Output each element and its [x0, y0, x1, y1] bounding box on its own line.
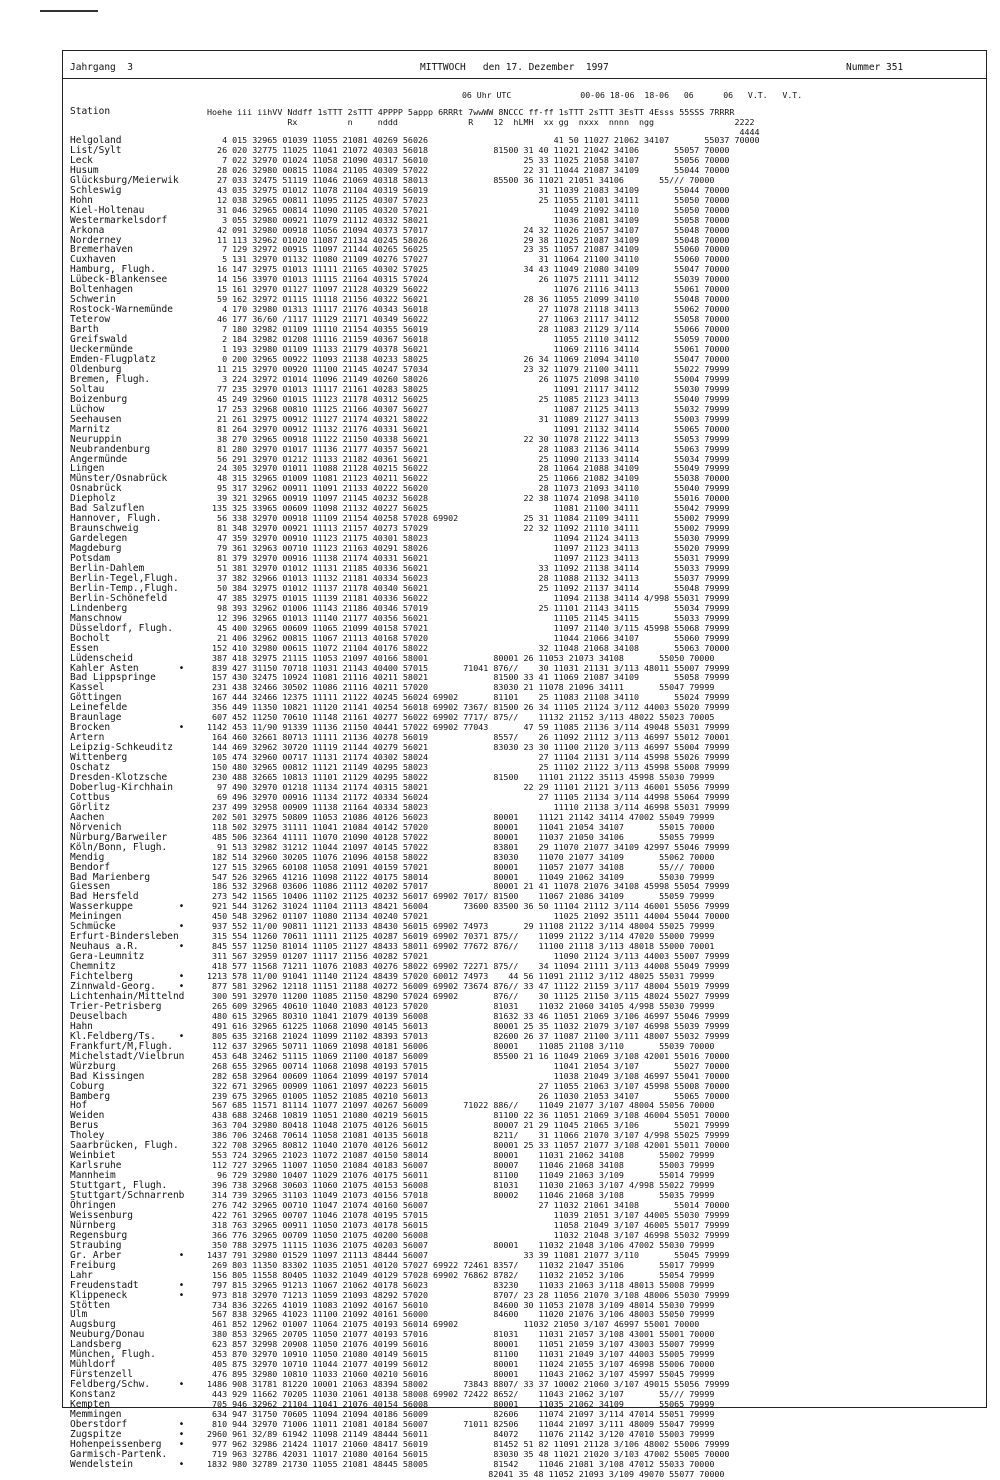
station-data: 607 452 11250 70610 11148 21161 40277 56022 69902 7717/ 875// 11132 21152 3/113 48022 55023 70005	[207, 712, 715, 723]
station-name: Boizenburg	[70, 393, 128, 405]
station-name: Bad Kissingen	[70, 1070, 145, 1082]
station-name: Hohenpeissenberg •	[70, 1438, 185, 1450]
station-name: Wendelstein •	[70, 1458, 185, 1470]
station-name: Schleswig	[70, 184, 122, 196]
station-data: 810 944 32970 71006 11011 21081 40184 56007 71011 82506 11044 21097 3/111 48009 55047 79999	[207, 1418, 715, 1429]
col-header-subcodes: Rx n nddd R 12 hLMH xx gg nxxx nnnn ngg 2222	[207, 117, 755, 127]
station-name: Artern	[70, 732, 105, 744]
station-name: Westermarkelsdorf	[70, 214, 168, 226]
station-data: 47 359 32970 00910 11123 21175 40301 58023 11094 21124 34113 55030 79999	[207, 533, 730, 544]
station-name: Bocholt	[70, 632, 111, 644]
station-name: Soltau	[70, 383, 105, 395]
station-data: 81 280 32970 01017 11136 21177 40357 56021 28 11083 21136 34114 55063 79999	[207, 443, 730, 454]
station-data: 547 526 32965 41216 11098 21122 40175 58014 80001 11049 21062 34109 55030 79999	[207, 871, 715, 882]
station-name: Kahler Asten •	[70, 662, 185, 674]
station-name: Frankfurt/M,Flugh.	[70, 1040, 173, 1052]
station-data: 98 393 32962 01006 11143 21186 40346 57019 25 11101 21143 34115 55034 79999	[207, 602, 730, 613]
station-name: Boltenhagen	[70, 284, 133, 296]
station-data: 152 410 32980 00615 11072 21104 40176 58022 32 11048 21068 34108 55063 70000	[207, 642, 730, 653]
station-name: Essen	[70, 642, 99, 654]
station-data: 157 430 32475 10924 11081 21116 40211 58021 81500 33 41 11069 21087 34109 55058 79999	[207, 672, 730, 683]
station-name: Kassel	[70, 682, 105, 694]
station-data: 453 870 32970 10910 11050 21080 40149 56015 81100 11031 21049 3/107 44003 55005 79999	[207, 1349, 715, 1360]
station-data: 144 469 32962 30720 11119 21144 40279 56021 83030 23 30 11100 21120 3/113 46997 55004 79999	[207, 742, 730, 753]
col-header-subcodes-2: 4444	[207, 127, 760, 137]
station-data: 877 581 32962 12118 11151 21188 40272 56009 69902 73674 876// 33 47 11122 21159 3/117 48004 55019 79999	[207, 981, 730, 992]
station-name: Berlin-Schönefeld	[70, 592, 168, 604]
station-data: 37 382 32966 01013 11132 21181 40334 56023 28 11088 21132 34113 55037 79999	[207, 572, 730, 583]
station-name: Schmücke •	[70, 921, 185, 933]
station-name: Freudenstadt •	[70, 1279, 185, 1291]
station-name: Wittenberg	[70, 752, 128, 764]
station-name: Oberstdorf •	[70, 1418, 185, 1430]
station-data: 14 156 33970 01013 11115 21164 40315 57024 26 11075 21111 34112 55039 70000	[207, 274, 730, 285]
station-name: Freiburg	[70, 1259, 116, 1271]
station-data: 387 418 32975 21115 11053 21097 40166 58001 80001 26 11053 21073 34108 55050 70000	[207, 652, 715, 663]
station-name: Bendorf	[70, 861, 111, 873]
station-data: 797 815 32965 91213 11067 21062 40178 56023 83230 11033 21063 3/118 48013 55008 79999	[207, 1279, 715, 1290]
station-data: 91 513 32982 31212 11044 21097 40145 57022 83801 29 11070 21077 34109 42997 55046 79999	[207, 841, 730, 852]
station-name: Giessen	[70, 881, 111, 893]
station-name: Ulm	[70, 1309, 88, 1321]
station-name: Münster/Osnabrück	[70, 473, 168, 485]
station-name: Neuburg/Donau	[70, 1329, 145, 1341]
station-data: 118 502 32975 31111 11041 21084 40142 57020 80001 11041 21054 34107 55015 70000	[207, 821, 715, 832]
station-data: 805 635 32168 21024 11099 21102 48393 57013 82600 26 37 11087 21100 3/111 48007 55032 79999	[207, 1030, 730, 1041]
station-name: Wasserkuppe •	[70, 901, 185, 913]
station-name: Rostock-Warnemünde	[70, 304, 173, 316]
station-data: 135 325 33965 00609 11098 21132 40227 56025 11081 21100 34111 55042 79999	[207, 503, 730, 514]
station-data: 56 338 32970 00918 11109 21154 40258 57028 69902 25 31 11084 21109 34111 55002 79999	[207, 513, 730, 524]
station-name: Landsberg	[70, 1339, 122, 1351]
station-data: 567 838 32965 41023 11100 21092 40161 56000 84600 11020 21076 3/106 48003 55050 79999	[207, 1309, 715, 1320]
station-name: Konstanz	[70, 1389, 116, 1401]
station-data: 46 177 36/60 /1117 11129 21171 40349 56022 27 11063 21117 34112 55058 70000	[207, 314, 730, 325]
station-data: 3 055 32980 00921 11079 21112 40332 58021 11036 21081 34109 55058 70000	[207, 214, 730, 225]
nummer-label: Nummer 351	[846, 62, 904, 73]
station-name: Schwerin	[70, 294, 116, 306]
station-data: 97 490 32970 01218 11134 21174 40315 58021 22 29 11101 21121 3/113 46001 55056 79999	[207, 781, 730, 792]
station-name: Magdeburg	[70, 543, 122, 555]
station-data: 453 648 32462 51115 11069 21100 40187 56009 85500 21 16 11049 21069 3/108 42001 55016 70000	[207, 1050, 730, 1061]
station-data: 282 658 32964 00609 11064 21099 40197 57014 11038 21049 3/108 46997 55041 70000	[207, 1070, 730, 1081]
station-data: 24 305 32970 01011 11088 21128 40215 56022 28 11064 21088 34109 55049 79999	[207, 463, 730, 474]
station-name: Osnabrück	[70, 483, 122, 495]
station-data: 1 193 32980 01109 11133 21179 40378 56021 11069 21116 34114 55061 70000	[207, 344, 730, 355]
corner-mark	[40, 10, 98, 12]
station-data: 734 836 32265 41019 11083 21092 40167 56010 84600 30 11053 21078 3/109 48014 55030 79999	[207, 1299, 715, 1310]
station-data: 7 129 32972 00915 11097 21144 40265 56025 23 35 11057 21087 34109 55060 70000	[207, 244, 730, 255]
station-data: 380 853 32965 20705 11050 21077 40193 57016 81031 11031 21057 3/108 43001 55001 70000	[207, 1329, 715, 1340]
station-name: Bamberg	[70, 1090, 111, 1102]
station-name: Lichtenhain/Mittelnd	[70, 990, 185, 1002]
station-data: 314 739 32965 31103 11049 21073 40156 57018 80002 11046 21068 3/108 55035 79999	[207, 1190, 715, 1201]
station-name: Michelstadt/Vielbrun	[70, 1050, 185, 1062]
jahrgang-label: Jahrgang 3	[70, 62, 133, 73]
station-name: Neubrandenburg	[70, 443, 151, 455]
station-name: Kiel-Holtenau	[70, 204, 145, 216]
station-data: 315 554 11260 70611 11111 21125 40287 56019 69902 70371 875// 11099 21122 3/114 47020 55000 79999	[207, 931, 715, 942]
station-data: 112 727 32965 11007 11050 21084 40183 56007 80007 11046 21068 34108 55003 79999	[207, 1160, 715, 1171]
station-data: 2960 961 32/89 61942 11098 21149 48444 56011 84072 11076 21142 3/120 47010 55003 79999	[207, 1428, 715, 1439]
station-data: 265 609 32965 40610 11040 21083 40123 57020 81031 11032 21060 34105 4/998 55030 79999	[207, 1000, 715, 1011]
station-name: Norderney	[70, 234, 122, 246]
station-data: 396 738 32968 30603 11060 21075 40153 56008 81031 11030 21063 3/107 4/998 55022 79999	[207, 1180, 715, 1191]
station-data: 56 291 32970 01212 11133 21182 40361 56021 25 11090 21133 34114 55034 79999	[207, 453, 730, 464]
station-data: 356 449 11350 10821 11120 21141 40254 56018 69902 7367/ 81500 26 34 11105 21124 3/112 44003 55020 79999	[207, 702, 730, 713]
station-data: 81 264 32970 00912 11132 21176 40331 56021 11091 21132 34114 55065 70000	[207, 423, 730, 434]
station-data: 12 396 32965 01013 11140 21177 40356 56021 11105 21145 34115 55033 79999	[207, 612, 730, 623]
station-data: 167 444 32466 12375 11111 21122 40245 56024 69902 81101 25 11083 21108 34110 55024 79999	[207, 692, 730, 703]
station-data: 567 685 11571 81114 11077 21097 40267 56009 71022 886// 11049 21077 3/107 48004 55056 70000	[207, 1100, 715, 1111]
station-data: 21 261 32975 00912 11127 21174 40321 58022 31 11089 21127 34113 55003 79999	[207, 413, 730, 424]
station-data: 5 131 32970 01132 11080 21109 40276 57027 31 11064 21100 34110 55060 70000	[207, 254, 730, 265]
station-data: 38 270 32965 00918 11122 21150 40338 56021 22 30 11078 21122 34113 55053 79999	[207, 433, 730, 444]
station-name: Zinnwald-Georg. •	[70, 981, 185, 993]
station-data: 921 544 31262 31024 11104 21113 48421 56004 73600 83500 36 50 11104 21112 3/114 46001 55056 79999	[207, 901, 730, 912]
data-column	[207, 136, 760, 1480]
station-data: 268 655 32965 00714 11068 21098 40193 57015 11041 21054 3/107 55027 70000	[207, 1060, 730, 1071]
station-data: 443 929 11662 70205 11030 21061 40138 58008 69902 72422 8652/ 11043 21062 3/107 55/// 79999	[207, 1389, 715, 1400]
station-data: 719 963 32786 42031 11017 21080 40164 56015 83030 35 48 11021 21020 3/103 47002 55005 70000	[207, 1448, 730, 1459]
station-name: Görlitz	[70, 801, 111, 813]
station-column	[70, 136, 184, 1480]
station-data: 977 962 32986 21424 11017 21060 48417 56019 81452 51 82 11091 21128 3/106 48002 55006 79999	[207, 1438, 730, 1449]
station-name: Mühldorf	[70, 1359, 116, 1371]
station-name: Glücksburg/Meierwik	[70, 174, 179, 186]
station-data: 237 499 32958 00909 11138 21164 40334 58023 11110 21138 3/114 46998 55031 79999	[207, 801, 730, 812]
station-data: 96 729 32980 10407 11029 21076 40175 56011 81100 11049 21063 3/109 55014 79999	[207, 1170, 715, 1181]
station-data: 3 224 32972 01014 11096 21149 40260 58026 26 11075 21098 34110 55004 79999	[207, 373, 730, 384]
station-name: Feldberg/Schw. •	[70, 1379, 185, 1391]
station-name: Kl.Feldberg/Ts. •	[70, 1030, 185, 1042]
station-name: Saarbrücken, Flugh.	[70, 1140, 179, 1152]
station-data: 845 557 11250 81014 11105 21127 48433 58011 69902 77672 876// 11100 21118 3/113 48018 55000 70001	[207, 941, 715, 952]
station-name: Oldenburg	[70, 363, 122, 375]
station-name: Memmingen	[70, 1409, 122, 1420]
station-data: 127 515 32965 60108 11058 21091 40159 57021 80001 11057 21077 34108 55/// 70000	[207, 861, 715, 872]
station-data: 1213 578 11/00 91041 11140 21124 48439 57020 60012 74973 44 56 11091 21112 3/112 48025 55031 79999	[207, 971, 715, 982]
station-data: 422 761 32965 00707 11046 21078 40195 57015 11039 21051 3/107 44005 55030 79999	[207, 1209, 730, 1220]
station-name: Nürnberg	[70, 1219, 116, 1231]
station-name	[70, 1470, 184, 1480]
station-name: Stuttgart/Schnarrenb	[70, 1190, 185, 1202]
station-data: 839 427 31150 70718 11031 21143 40400 57015 71041 876// 30 11031 21131 3/113 48011 55007 79999	[207, 662, 730, 673]
station-name: Lingen	[70, 463, 105, 475]
station-name: Berus	[70, 1120, 99, 1132]
station-name: Barth	[70, 324, 99, 336]
station-name: München, Flugh.	[70, 1349, 156, 1361]
station-data: 17 253 32968 00810 11125 21166 40307 56027 11087 21125 34113 55032 79999	[207, 403, 730, 414]
station-name: Trier-Petrisberg	[70, 1000, 162, 1012]
station-name: Köln/Bonn, Flugh.	[70, 841, 168, 853]
station-name: Lüdenscheid	[70, 652, 133, 664]
station-name: Hamburg, Flugh.	[70, 264, 156, 276]
station-data: 31 046 32965 00814 11090 21105 40320 57021 11049 21092 34110 55050 70000	[207, 204, 730, 215]
station-data: 43 035 32975 01012 11078 21104 40319 56019 31 11039 21083 34109 55044 70000	[207, 184, 730, 195]
station-name: Hof	[70, 1100, 88, 1112]
station-data: 11 215 32970 00920 11100 21145 40247 57034 23 32 11079 21100 34111 55022 79999	[207, 363, 730, 374]
station-data: 269 803 11350 83302 11035 21051 40120 57027 69922 72461 8357/ 11032 21047 35106 55017 79999	[207, 1259, 715, 1270]
station-data: 239 675 32965 01005 11052 21085 40210 56013 26 11030 21053 34107 55065 70000	[207, 1090, 730, 1101]
station-data: 491 616 32965 61225 11068 21090 40145 56013 80001 25 35 11032 21079 3/107 46998 55039 79999	[207, 1020, 730, 1031]
station-name: Cuxhaven	[70, 254, 116, 266]
station-data: 51 381 32970 01012 11131 21185 40336 56021 33 11092 21138 34114 55033 79999	[207, 562, 730, 573]
station-name: Mannheim	[70, 1170, 116, 1182]
station-data: 276 742 32965 00710 11047 21074 40160 56007 27 11032 21061 34108 55014 70000	[207, 1199, 730, 1210]
station-data: 82041 35 48 11052 21093 3/109 49070 55077 70000	[207, 1468, 725, 1479]
station-name: Düsseldorf, Flugh.	[70, 622, 173, 634]
station-data: 485 506 32364 41111 11070 21090 40128 57022 80001 11037 21050 34106 55055 79999	[207, 831, 715, 842]
station-name: Potsdam	[70, 553, 111, 565]
station-name: Marnitz	[70, 423, 111, 435]
station-data: 363 704 32980 80418 11048 21075 40126 56015 80007 21 29 11045 21065 3/106 55021 79999	[207, 1120, 730, 1131]
station-name: Bad Salzuflen	[70, 503, 145, 515]
station-data: 623 857 32998 20908 11050 21076 40199 56016 80001 11051 21059 3/107 43003 55007 79999	[207, 1339, 715, 1350]
station-name: Meiningen	[70, 911, 122, 923]
station-data: 45 249 32960 01015 11123 21178 40312 56025 25 11085 21123 34113 55040 79999	[207, 393, 730, 404]
station-name: Regensburg	[70, 1229, 128, 1241]
station-name: Coburg	[70, 1080, 105, 1092]
station-name: Dresden-Klotzsche	[70, 772, 168, 783]
station-name: Leinefelde	[70, 702, 128, 714]
station-data: 182 514 32960 30205 11076 21096 40158 58022 83030 11070 21077 34109 55062 70000	[207, 851, 715, 862]
station-data: 4 170 32980 01313 11117 21176 40343 56018 27 11078 21118 34113 55062 70000	[207, 304, 730, 315]
station-name: Bad Hersfeld	[70, 891, 139, 903]
station-data: 1486 908 31781 81220 10001 21063 48394 58002 73843 8807/ 33 37 10002 21060 3/107 49015 55056 79999	[207, 1379, 730, 1390]
station-data: 202 501 32975 50809 11053 21086 40126 56023 80001 11121 21142 34114 47002 55049 79999	[207, 811, 715, 822]
station-data: 77 235 32970 01013 11117 21161 40283 58025 11091 21117 34112 55030 79999	[207, 383, 730, 394]
station-data: 28 026 32980 00815 11084 21105 40309 57022 22 31 11044 21087 34109 55044 70000	[207, 164, 730, 175]
station-name: Braunlage	[70, 712, 122, 724]
station-name: Berlin-Dahlem	[70, 562, 145, 574]
station-name: Fürstenzell	[70, 1369, 133, 1381]
station-data: 438 688 32468 10819 11051 21080 40219 56015 81100 22 36 11051 21069 3/108 46004 55051 70000	[207, 1110, 730, 1121]
station-data: 7 022 32970 01024 11058 21090 40317 56010 25 33 11025 21058 34107 55056 70000	[207, 154, 730, 165]
station-name: Berlin-Tegel,Flugh.	[70, 572, 179, 584]
station-data: 69 496 32970 00916 11134 21172 40334 56024 27 11105 21134 3/114 44998 55064 79999	[207, 791, 730, 802]
station-data: 186 532 32968 03606 11086 21112 40202 57017 80001 21 41 11078 21076 34108 45998 55054 79999	[207, 881, 730, 892]
station-name: Augsburg	[70, 1319, 116, 1331]
station-data: 634 947 31750 70605 11094 21094 40186 56009 82606 11074 21097 3/114 47014 55051 79999	[207, 1409, 715, 1419]
station-name: Lübeck-Blankensee	[70, 274, 168, 286]
station-data: 273 542 11565 10406 11102 21125 40232 56017 69902 7017/ 81500 11067 21086 34109 55059 79999	[207, 891, 715, 902]
station-data: 973 818 32970 71213 11059 21093 48292 57020 8707/ 23 28 11056 21070 3/108 48006 55030 79999	[207, 1289, 730, 1300]
station-name: Tholey	[70, 1130, 105, 1142]
station-name: Fichtelberg •	[70, 971, 185, 983]
station-name: Straubing	[70, 1239, 122, 1251]
station-name: Weissenburg	[70, 1209, 133, 1221]
station-name: Hahn	[70, 1020, 93, 1032]
station-name: Greifswald	[70, 334, 128, 346]
station-data: 81 348 32970 00921 11113 21157 40273 57029 22 32 11092 21110 34111 55002 79999	[207, 523, 730, 534]
station-data: 311 567 32959 01207 11117 21156 40282 57021 11090 21124 3/113 44003 55007 79999	[207, 951, 730, 962]
station-data: 0 200 32965 00922 11093 21138 40233 58025 26 34 11069 21094 34110 55047 70000	[207, 353, 730, 364]
station-name: Garmisch-Partenk.	[70, 1448, 168, 1460]
station-data: 48 315 32965 01009 11081 21123 40211 56022 25 11066 21082 34109 55038 70000	[207, 473, 730, 484]
station-name: Neuhaus a.R. •	[70, 941, 185, 953]
station-name: Seehausen	[70, 413, 122, 425]
station-name: Würzburg	[70, 1060, 116, 1072]
station-data: 150 480 32965 00812 11121 21149 40295 58023 25 11102 21122 3/113 45998 55008 79999	[207, 762, 730, 773]
station-name: Ueckermünde	[70, 344, 133, 356]
station-data: 45 400 32965 00609 11065 21099 40158 57021 11097 21140 3/115 45998 55068 79999	[207, 622, 730, 633]
station-data: 300 591 32970 11200 11085 21150 48290 57024 69902 876// 30 11125 21150 3/115 48024 55027 79999	[207, 990, 730, 1001]
station-name: Braunschweig	[70, 523, 139, 535]
station-name: Brocken •	[70, 722, 185, 734]
col-header-station: Station	[70, 106, 111, 117]
station-data: 318 763 32965 00911 11050 21073 40178 56015 11058 21049 3/107 46005 55017 79999	[207, 1219, 730, 1230]
station-name: Bad Lippspringe	[70, 672, 156, 684]
station-name: Oschatz	[70, 762, 111, 774]
station-name: Diepholz	[70, 493, 116, 505]
station-data: 7 180 32982 01109 11110 21154 40355 56019 28 11083 21129 3/114 55066 70000	[207, 324, 730, 335]
station-data: 366 776 32965 00709 11050 21075 40200 56008 11032 21048 3/107 46998 55032 79999	[207, 1229, 730, 1240]
station-data: 405 875 32970 10710 11044 21077 40199 56012 80001 11024 21055 3/107 46998 55006 70000	[207, 1359, 715, 1370]
header-rule	[62, 78, 987, 79]
station-name: Leipzig-Schkeuditz	[70, 742, 173, 754]
station-data: 39 321 32965 00919 11097 21145 40232 56028 22 38 11074 21098 34110 55016 70000	[207, 493, 730, 504]
station-name: Klippeneck •	[70, 1289, 185, 1301]
station-data: 16 147 32975 01013 11111 21165 40302 57025 34 43 11049 21080 34109 55047 70000	[207, 264, 730, 275]
station-data: 480 615 32965 80310 11041 21079 40139 56008 81632 33 46 11051 21069 3/106 46997 55046 79999	[207, 1010, 730, 1021]
station-name: Cottbus	[70, 791, 111, 803]
station-name: Hohn	[70, 194, 93, 206]
station-data: 95 317 32962 00911 11091 21133 40222 56020 28 11073 21093 34110 55040 79999	[207, 483, 730, 494]
station-name: Lüchow	[70, 403, 105, 415]
station-name: Gr. Arber •	[70, 1249, 185, 1261]
station-data: 26 020 32775 11025 11041 21072 40303 56018 81500 31 40 11021 21042 34106 55057 70000	[207, 144, 730, 155]
station-name: Angermünde	[70, 453, 128, 465]
station-data: 27 033 32475 51119 11046 21069 40318 58013 85500 36 11021 21051 34106 55/// 70000	[207, 174, 715, 185]
station-name: Teterow	[70, 314, 111, 326]
station-name: Zugspitze •	[70, 1428, 185, 1440]
station-data: 1437 791 32980 01529 11097 21113 48444 56007 33 39 11081 21077 3/110 55045 79999	[207, 1249, 730, 1260]
station-name: Nörvenich	[70, 821, 122, 833]
station-name: Öhringen	[70, 1199, 116, 1211]
station-name: Erfurt-Bindersleben	[70, 931, 179, 943]
station-name: Berlin-Temp.,Flugh.	[70, 582, 179, 594]
station-data: 156 805 11558 80405 11032 21049 40129 57028 69902 76862 8782/ 11032 21052 3/106 55054 79999	[207, 1269, 715, 1280]
station-data: 11 113 32962 01020 11087 21134 40245 58026 29 38 11025 21087 34109 55048 70000	[207, 234, 730, 245]
station-data: 937 552 11/00 90811 11121 21133 48430 56015 69902 74973 29 11108 21122 3/114 48004 55025 79999	[207, 921, 715, 932]
station-name: Neuruppin	[70, 433, 122, 445]
station-data: 553 724 32965 21023 11072 21087 40150 58014 80001 11031 21062 34108 55002 79999	[207, 1150, 715, 1161]
station-name: Helgoland	[70, 135, 122, 146]
station-data: 164 460 32661 80713 11111 21136 40278 56019 8557/ 26 11092 21112 3/113 46997 55012 70001	[207, 732, 730, 743]
station-name: Arkona	[70, 224, 105, 236]
station-data: 47 385 32975 01015 11139 21181 40336 56022 11094 21138 34114 4/998 55031 79999	[207, 592, 730, 603]
station-name: Gera-Leumnitz	[70, 951, 145, 963]
station-name: Kempten	[70, 1399, 111, 1411]
station-data: 231 438 32466 30502 11086 21116 40211 57020 83030 21 11078 21096 34111 55047 79999	[207, 682, 715, 693]
station-data: 112 637 32965 50711 11069 21098 40181 56006 80001 11085 21108 3/110 55039 70000	[207, 1040, 715, 1051]
station-data: 15 161 32970 01127 11097 21128 40329 56022 11076 21116 34113 55061 70000	[207, 284, 730, 295]
station-data: 418 577 11568 71211 11076 21083 40276 58022 69902 72271 875// 34 11094 21111 3/113 44008 55049 79999	[207, 961, 730, 972]
station-name: Gardelegen	[70, 533, 128, 545]
station-data: 1142 453 11/90 91339 11136 21150 40441 57022 69902 77043 47 59 11085 21136 3/114 49048 55031 79999	[207, 722, 730, 733]
station-data: 230 488 32665 10813 11101 21129 40295 58022 81500 11101 21122 35113 45998 55030 79999	[207, 772, 715, 782]
station-name: Göttingen	[70, 692, 122, 704]
station-name: Mendig	[70, 851, 105, 863]
station-name: Weinbiet	[70, 1150, 116, 1162]
station-data: 2 184 32982 01208 11116 21159 40367 56018 11055 21110 34112 55059 70000	[207, 334, 730, 345]
station-name: Bremen, Flugh.	[70, 373, 151, 385]
station-name: Karlsruhe	[70, 1160, 122, 1172]
col-header-codes: Hoehe iii iihVV Nddff 1sTTT 2sTTT 4PPPP 5appp 6RRRt 7wwWW 8NCCC ff-ff 1sTTT 2sTTT 3EsTT 4Esss 55SSS 7RRRR	[207, 107, 735, 117]
station-data: 322 708 32965 80812 11040 21070 40126 56012 80001 25 33 11057 21077 3/108 42001 55011 70000	[207, 1140, 730, 1151]
station-data: 386 706 32468 70614 11058 21081 40135 56018 8211/ 31 11066 21070 3/107 4/998 55025 79999	[207, 1130, 730, 1141]
station-name: Nürburg/Barweiler	[70, 831, 168, 843]
station-data: 322 671 32965 00909 11061 21097 40223 56015 27 11055 21063 3/107 45998 55008 70000	[207, 1080, 730, 1091]
station-data: 450 548 32962 01107 11080 21134 40240 57021 11025 21092 35111 44004 55044 70000	[207, 911, 730, 922]
station-name: Bremerhaven	[70, 244, 133, 256]
col-header-line1: 06 Uhr UTC 00-06 18-06 18-06 06 06 V.T. V.T.	[462, 90, 803, 100]
station-data: 105 474 32960 00717 11131 21174 40302 58024 27 11104 21131 3/114 45998 55026 79999	[207, 752, 730, 763]
station-name: Chemnitz	[70, 961, 116, 973]
station-name: Doberlug-Kirchhain	[70, 781, 173, 793]
station-name: Lindenberg	[70, 602, 128, 614]
station-name: List/Sylt	[70, 144, 122, 156]
station-data: 1832 980 32789 21730 11055 21081 48445 58005 81542 11046 21081 3/108 47012 55033 70000	[207, 1458, 715, 1469]
station-name: Weiden	[70, 1110, 105, 1122]
date-label: MITTWOCH den 17. Dezember 1997	[420, 62, 609, 73]
station-data: 12 038 32965 00811 11095 21125 40307 57023 25 11055 21101 34111 55050 70000	[207, 194, 730, 205]
station-name: Deuselbach	[70, 1010, 128, 1022]
station-name: Stuttgart, Flugh.	[70, 1180, 168, 1192]
station-data: 705 946 32962 21104 11041 21076 40154 56008 80001 11035 21062 34109 55065 79999	[207, 1399, 715, 1410]
station-name: Bad Marienberg	[70, 871, 151, 883]
station-data: 59 162 32972 01115 11118 21156 40322 56021 28 36 11055 21099 34110 55048 70000	[207, 294, 730, 305]
station-data: 461 852 12962 01007 11064 21075 40193 56014 69902 11032 21050 3/107 46997 55001 70000	[207, 1319, 700, 1330]
station-name: Lahr	[70, 1269, 93, 1281]
station-data: 50 384 32975 01012 11137 21178 40340 56021 25 11092 21137 34114 55048 79999	[207, 582, 730, 593]
station-data: 21 406 32962 00815 11067 21113 40168 57020 11044 21066 34107 55060 79999	[207, 632, 730, 643]
station-data: 4 015 32965 01039 11055 21081 40269 56026 41 50 11027 21062 34107 55037 70000	[207, 135, 760, 145]
station-name: Manschnow	[70, 612, 122, 624]
station-name: Stötten	[70, 1299, 111, 1311]
station-name: Husum	[70, 164, 99, 176]
station-data: 476 895 32980 10810 11033 21060 40210 56016 80001 11043 21062 3/107 45997 55045 79999	[207, 1369, 715, 1380]
station-name: Hannover, Flugh.	[70, 513, 162, 525]
station-data: 79 361 32963 00710 11123 21163 40291 58026 11097 21123 34113 55020 79999	[207, 543, 730, 554]
station-name: Aachen	[70, 811, 105, 823]
station-name: Leck	[70, 154, 93, 166]
station-data: 81 379 32970 00916 11138 21174 40331 56021 11097 21123 34113 55031 79999	[207, 553, 730, 564]
station-data: 42 091 32980 00918 11056 21094 40373 57017 24 32 11026 21057 34107 55048 70000	[207, 224, 730, 235]
station-data: 350 788 32975 11115 11036 21075 40203 56007 80001 11032 21048 3/106 47002 55030 79999	[207, 1239, 715, 1250]
station-name: Emden-Flugplatz	[70, 353, 156, 365]
